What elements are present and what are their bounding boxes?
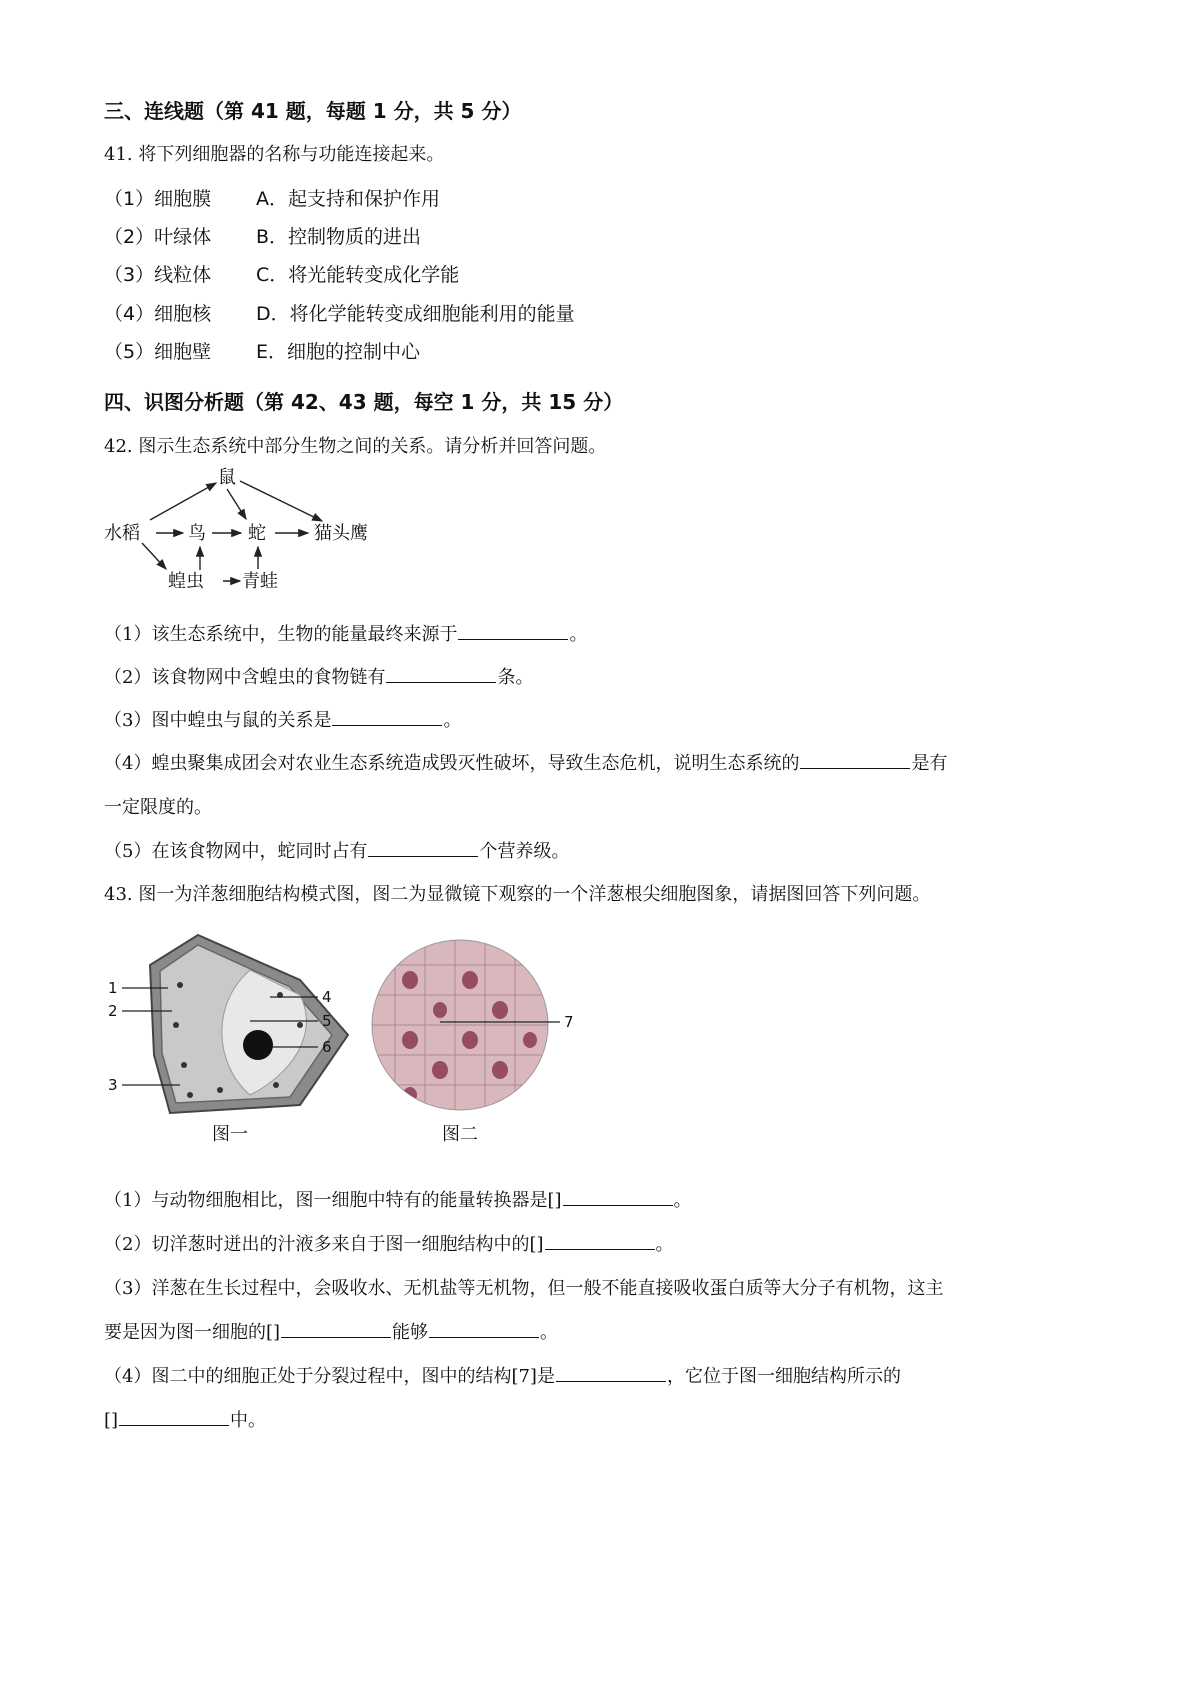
q43-sub1-end: 。 [673, 1190, 692, 1211]
q43-sub4-end: 中。 [230, 1410, 267, 1431]
fig1-caption: 图一 [212, 1124, 248, 1145]
q41-left-2[interactable]: （2）叶绿体 [104, 226, 212, 248]
q41-left-1[interactable]: （1）细胞膜 [104, 188, 212, 210]
answer-blank[interactable] [386, 664, 496, 683]
fig2-label-7: 7 [564, 1013, 574, 1031]
q42-sub2-text: （2）该食物网中含蝗虫的食物链有 [104, 667, 386, 688]
q43-stem: 43. 图一为洋葱细胞结构模式图，图二为显微镜下观察的一个洋葱根尖细胞图象，请据图回答下列问题。 [104, 884, 931, 905]
answer-blank[interactable] [800, 750, 910, 769]
q42-sub5 [104, 837, 569, 863]
q43-sub4-bracket: [] [104, 1410, 119, 1431]
q41-right-c[interactable]: C．将光能转变成化学能 [256, 264, 460, 286]
organism-snake: 蛇 [248, 523, 266, 544]
answer-blank[interactable] [429, 1319, 539, 1338]
organism-mouse: 鼠 [218, 467, 236, 488]
fig1-label-4: 4 [322, 988, 332, 1006]
answer-blank[interactable] [545, 1231, 655, 1250]
fig1-label-2: 2 [108, 1002, 118, 1020]
q43-sub2-text: （2）切洋葱时迸出的汁液多来自于图一细胞结构中的[] [104, 1234, 544, 1255]
q43-sub3-text: 要是因为图一细胞的[] [104, 1322, 281, 1343]
q42-sub3 [104, 706, 461, 732]
q43-sub2-end: 。 [655, 1234, 674, 1255]
answer-blank[interactable] [368, 838, 478, 857]
answer-blank[interactable] [458, 621, 568, 640]
q43-sub1-text: （1）与动物细胞相比，图一细胞中特有的能量转换器是[] [104, 1190, 562, 1211]
q43-sub3-cont [104, 1318, 558, 1344]
q41-stem: 41. 将下列细胞器的名称与功能连接起来。 [104, 144, 445, 165]
q43-sub3-mid: 能够 [392, 1322, 429, 1343]
organism-frog: 青蛙 [242, 571, 278, 592]
q42-sub4 [104, 749, 947, 775]
q41-right-b[interactable]: B．控制物质的进出 [256, 226, 422, 248]
fig1-label-3: 3 [108, 1076, 118, 1094]
q41-right-d[interactable]: D．将化学能转变成细胞能利用的能量 [256, 303, 575, 325]
arrow-mouse-snake [227, 489, 246, 519]
arrow-rice-locust [142, 543, 166, 569]
q43-sub4-tail: ，它位于图一细胞结构所示的 [666, 1366, 901, 1387]
organism-locust: 蝗虫 [168, 571, 204, 592]
answer-blank[interactable] [281, 1319, 391, 1338]
answer-blank[interactable] [563, 1187, 673, 1206]
nucleus-shape [243, 1030, 273, 1060]
q42-sub1 [104, 620, 587, 646]
organism-owl: 猫头鹰 [314, 523, 368, 544]
q41-left-3[interactable]: （3）线粒体 [104, 264, 212, 286]
q41-left-5[interactable]: （5）细胞壁 [104, 341, 212, 363]
section4-title: 四、识图分析题（第 42、43 题，每空 1 分，共 15 分） [104, 390, 624, 414]
figure1-onion-cell [100, 925, 360, 1150]
arrow-rice-mouse [150, 483, 216, 520]
answer-blank[interactable] [332, 707, 442, 726]
q43-sub3: （3）洋葱在生长过程中，会吸收水、无机盐等无机物，但一般不能直接吸收蛋白质等大分子有机物，这主 [104, 1278, 944, 1299]
q42-sub5-text: （5）在该食物网中，蛇同时占有 [104, 841, 368, 862]
q42-sub2 [104, 663, 533, 689]
q42-sub1-text: （1）该生态系统中，生物的能量最终来源于 [104, 624, 458, 645]
q42-sub3-text: （3）图中蝗虫与鼠的关系是 [104, 710, 332, 731]
q41-left-4[interactable]: （4）细胞核 [104, 303, 212, 325]
q42-sub4-text: （4）蝗虫聚集成团会对农业生态系统造成毁灭性破坏，导致生态危机，说明生态系统的 [104, 753, 800, 774]
fig2-caption: 图二 [442, 1124, 478, 1145]
q41-right-a[interactable]: A．起支持和保护作用 [256, 188, 440, 210]
q43-sub4 [104, 1362, 901, 1388]
q41-right-e[interactable]: E．细胞的控制中心 [256, 341, 421, 363]
q43-sub4-text: （4）图二中的细胞正处于分裂过程中，图中的结构[7]是 [104, 1366, 555, 1387]
q42-stem: 42. 图示生态系统中部分生物之间的关系。请分析并回答问题。 [104, 436, 607, 457]
figure2-root-tip-micrograph [370, 930, 600, 1150]
answer-blank[interactable] [556, 1363, 666, 1382]
answer-blank[interactable] [119, 1407, 229, 1426]
organism-rice: 水稻 [104, 523, 140, 544]
q42-sub4-tail: 是有 [911, 753, 948, 774]
food-web-diagram [100, 465, 400, 600]
q42-sub2-end: 条。 [497, 667, 534, 688]
q42-sub3-end: 。 [443, 710, 462, 731]
q43-sub2 [104, 1230, 674, 1256]
q42-sub1-end: 。 [569, 624, 588, 645]
organism-bird: 鸟 [188, 523, 206, 544]
arrow-mouse-owl [240, 481, 322, 521]
q43-sub4-cont [104, 1406, 266, 1432]
fig1-label-6: 6 [322, 1038, 332, 1056]
fig1-label-5: 5 [322, 1012, 332, 1030]
section3-title: 三、连线题（第 41 题，每题 1 分，共 5 分） [104, 99, 522, 123]
fig1-label-1: 1 [108, 979, 118, 997]
q42-sub5-end: 个营养级。 [479, 841, 570, 862]
q43-sub3-end: 。 [540, 1322, 559, 1343]
q42-sub4-cont: 一定限度的。 [104, 797, 212, 818]
q43-sub1 [104, 1186, 692, 1212]
